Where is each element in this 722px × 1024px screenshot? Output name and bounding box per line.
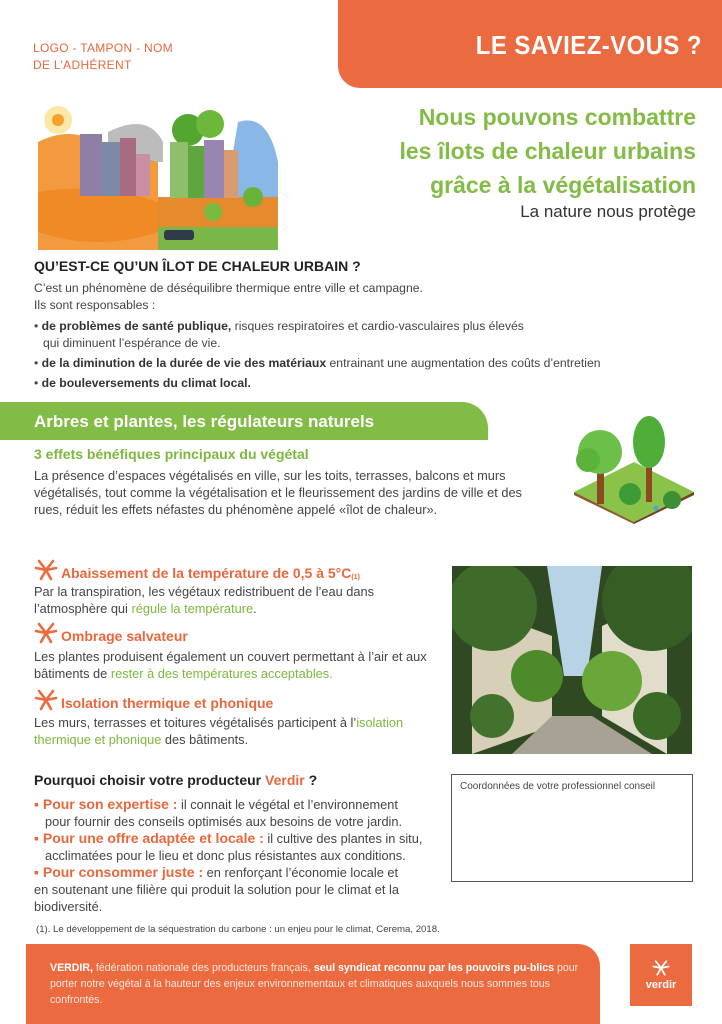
why-title-brand: Verdir [265, 772, 305, 788]
building [136, 154, 150, 196]
list-item: ▪ Pour son expertise : il connait le végétal et l’environnement [34, 796, 398, 812]
asterisk-logo-icon [652, 959, 670, 977]
effect-text-temperature [34, 583, 434, 617]
footnote: (1). Le développement de la séquestration du carbone : un enjeu pour le climat, Cerema, 2018. [36, 924, 440, 935]
tree-canopy [633, 416, 665, 468]
list-item: ▪ Pour consommer juste : en renforçant l’économie locale et [34, 864, 399, 880]
item-cont: acclimatées pour le lieu et donc plus résistantes aux conditions. [45, 848, 406, 863]
asterisk-icon [34, 689, 58, 711]
item-bold: Pour son expertise : [42, 796, 178, 812]
item-text: il cultive des plantes in situ, [263, 831, 423, 846]
building [204, 140, 224, 198]
effect-text: Les plantes produisent également un couvert permettant à l’air et aux bâtiments de [34, 649, 427, 681]
bush [619, 483, 641, 505]
item-text: risques respiratoires et cardio-vasculaires plus élevés [231, 319, 524, 333]
logo-name: verdir [645, 979, 677, 991]
effect-title-insulation [34, 689, 273, 711]
tree-canopy [196, 110, 224, 138]
item-cont: qui diminuent l’espérance de vie. [43, 336, 221, 350]
why-title [34, 772, 317, 788]
effect-text-insulation [34, 714, 434, 748]
item-cont: en soutenant une filière qui produit la solution pour le climat et la biodiversité. [34, 882, 399, 914]
foliage [470, 694, 514, 738]
headline-line3: grâce à la végétalisation [430, 172, 696, 198]
footnote-ref: (1) [351, 574, 360, 581]
green-building [170, 142, 188, 198]
footer-text2: pour porter notre végétal à la hauteur des enjeux environnementaux et climatiques auxquels nous sommes tous confrontés. [50, 962, 579, 1006]
effect-highlight: isolation thermique et phonique [34, 715, 404, 747]
building [80, 134, 102, 196]
tree [243, 187, 263, 207]
why-title-end: ? [304, 772, 318, 788]
item-bold: de problèmes de santé publique, [41, 319, 232, 333]
intro-line1: C’est un phénomène de déséquilibre thermique entre ville et campagne. [34, 281, 423, 295]
item-bold: Pour consommer juste : [42, 864, 204, 880]
effects-intro: La présence d’espaces végétalisés en ville, sur les toits, terrasses, balcons et murs végétalisés, tout comme la végétalisation et le fleurissement des jardins de ville et des rues, réduit les effets néfastes du phénomène appelé «îlot de chaleur». [34, 468, 522, 517]
effect-text: Par la transpiration, les végétaux redistribuent de l’eau dans l’atmosphère qui [34, 584, 375, 616]
logo-placeholder-line2: DE L’ADHÉRENT [33, 58, 132, 72]
effects-subtitle: 3 effets bénéfiques principaux du végétal [34, 446, 309, 462]
list-item: • de la diminution de la durée de vie des matériaux entrainant une augmentation des coûts d’entretien [34, 356, 601, 370]
car-icon [164, 230, 194, 240]
intro-line2: Ils sont responsables : [34, 298, 156, 312]
consequences-list [34, 318, 694, 395]
foliage [582, 651, 642, 711]
logo-placeholder-line1: LOGO - TAMPON - NOM [33, 41, 173, 55]
list-item: • de problèmes de santé publique, risques respiratoires et cardio-vasculaires plus élevés qui diminuent l’espérance de vie. [34, 319, 524, 350]
list-item: • de bouleversements du climat local. [34, 376, 251, 390]
tree [204, 203, 222, 221]
effect-text: Les murs, terrasses et toitures végétalisés participent à l’ [34, 715, 357, 730]
trees-illustration [564, 412, 704, 524]
why-title-text: Pourquoi choisir votre producteur [34, 772, 266, 788]
effect-title-text: Ombrage salvateur [61, 628, 188, 644]
item-cont: pour fournir des conseils optimisés aux besoins de votre jardin. [45, 814, 403, 829]
green-building [188, 146, 204, 198]
headline-line1: Nous pouvons combattre [418, 104, 696, 130]
sun-icon [52, 114, 64, 126]
footer-brand: VERDIR, [50, 962, 93, 974]
item-text: en renforçant l’économie locale et [203, 865, 399, 880]
what-is-intro [34, 280, 423, 314]
why-list [34, 796, 454, 915]
item-bold: de bouleversements du climat local. [41, 376, 251, 390]
effect-highlight: rester à des températures acceptables. [110, 666, 333, 681]
subheadline: La nature nous protège [520, 202, 696, 221]
list-item: ▪ Pour une offre adaptée et locale : il cultive des plantes in situ, [34, 830, 423, 846]
tree-canopy [576, 448, 600, 472]
flower [654, 506, 659, 511]
headline [336, 100, 696, 202]
effect-text-end: . [253, 601, 257, 616]
contact-box-label: Coordonnées de votre professionnel conseil [460, 781, 656, 792]
effect-title-text: Isolation thermique et phonique [61, 695, 274, 711]
effect-text-shade [34, 648, 434, 682]
page-title: LE SAVIEZ-VOUS ? [475, 30, 702, 60]
section-title-regulators: Arbres et plantes, les régulateurs naturels [34, 412, 375, 431]
foliage [633, 692, 681, 740]
building [102, 142, 120, 196]
urban-heat-island-illustration [38, 102, 278, 250]
headline-line2: les îlots de chaleur urbains [399, 138, 696, 164]
effect-text-end: des bâtiments. [161, 732, 249, 747]
verdir-logo [630, 944, 692, 1006]
footer-bold2: seul syndicat reconnu par les pouvoirs pu-blics [313, 962, 555, 974]
section-title-what-is: QU’EST-CE QU’UN ÎLOT DE CHALEUR URBAIN ? [34, 258, 361, 274]
effect-title-text: Abaissement de la température de 0,5 à 5°C [61, 565, 352, 581]
building [120, 138, 136, 196]
footer-text [50, 960, 590, 1008]
asterisk-icon [34, 559, 58, 581]
asterisk-icon [34, 622, 58, 644]
green-street-photo [452, 566, 692, 754]
foliage [511, 650, 563, 702]
building [224, 150, 238, 198]
item-text: il connait le végétal et l’environnement [177, 797, 398, 812]
item-bold: Pour une offre adaptée et locale : [42, 830, 264, 846]
item-text: entrainant une augmentation des coûts d’entretien [326, 356, 601, 370]
effect-title-shade [34, 622, 188, 644]
effect-highlight: régule la température [131, 601, 254, 616]
footer-text1: fédération nationale des producteurs français, [92, 962, 314, 974]
logo-placeholder [33, 40, 173, 74]
item-bold: de la diminution de la durée de vie des matériaux [41, 356, 327, 370]
effect-title-temperature [34, 559, 360, 581]
fern [663, 491, 681, 509]
